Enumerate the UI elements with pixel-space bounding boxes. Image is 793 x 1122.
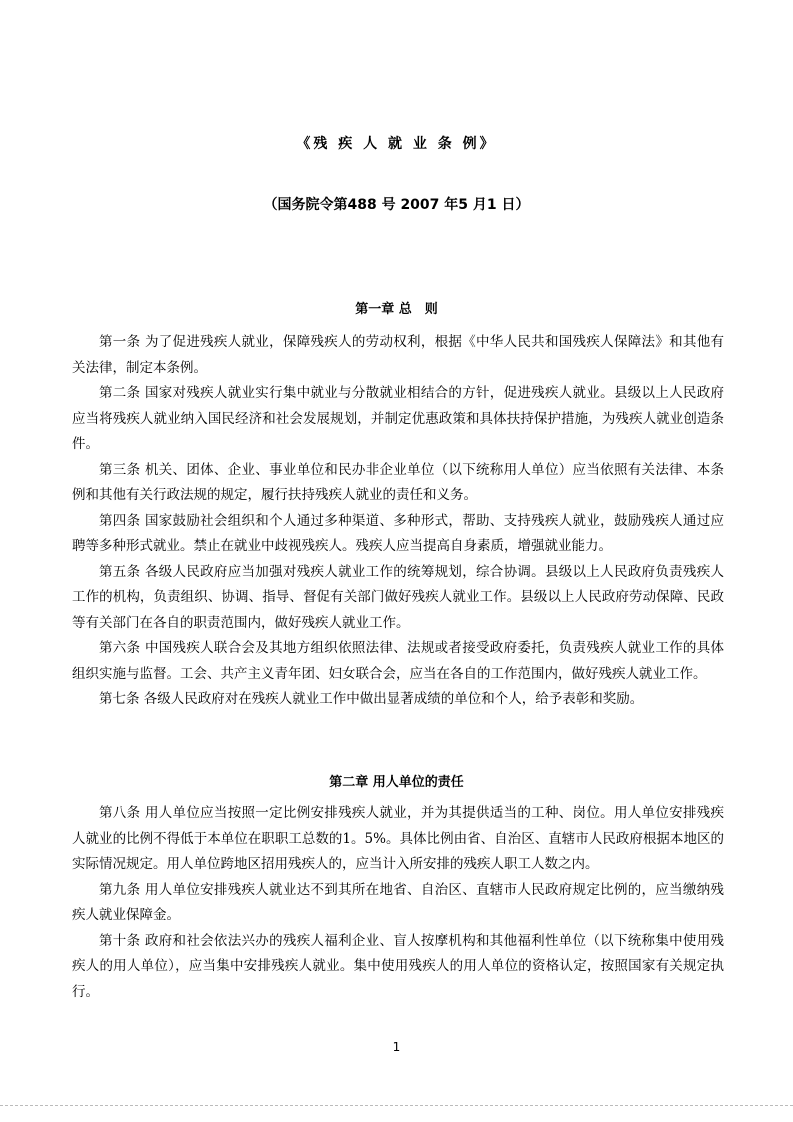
article-paragraph: 第十条 政府和社会依法兴办的残疾人福利企业、盲人按摩机构和其他福利性单位（以下统称集中使用残疾人的用人单位），应当集中安排残疾人就业。集中使用残疾人的用人单位的资格认定，按照国家有关规定执行。: [72, 932, 724, 1000]
article-paragraph: 第五条 各级人民政府应当加强对残疾人就业工作的统筹规划，综合协调。县级以上人民政府负责残疾人工作的机构，负责组织、协调、指导、督促有关部门做好残疾人就业工作。县级以上人民政府劳动保障、民政等有关部门在各自的职责范围内，做好残疾人就业工作。: [72, 563, 724, 631]
chapter-heading: 第一章 总 则: [355, 302, 438, 317]
document-title: 《残 疾 人 就 业 条 例》: [296, 136, 497, 152]
chapter-body: [72, 330, 724, 713]
article-paragraph: 第八条 用人单位应当按照一定比例安排残疾人就业，并为其提供适当的工种、岗位。用人单位安排残疾人就业的比例不得低于本单位在职职工总数的1。5%。具体比例由省、自治区、直辖市人民政府根据本地区的实际情况规定。用人单位跨地区招用残疾人的，应当计入所安排的残疾人职工人数之内。: [72, 805, 724, 872]
chapter-heading: 第二章 用人单位的责任: [329, 775, 464, 790]
article-paragraph: 第九条 用人单位安排残疾人就业达不到其所在地省、自治区、直辖市人民政府规定比例的，应当缴纳残疾人就业保障金。: [72, 881, 724, 923]
article-paragraph: 第三条 机关、团体、企业、事业单位和民办非企业单位（以下统称用人单位）应当依照有关法律、本条例和其他有关行政法规的规定，履行扶持残疾人就业的责任和义务。: [72, 461, 724, 503]
article-paragraph: 第一条 为了促进残疾人就业，保障残疾人的劳动权利，根据《中华人民共和国残疾人保障法》和其他有关法律，制定本条例。: [72, 334, 724, 376]
article-paragraph: 第四条 国家鼓励社会组织和个人通过多种渠道、多种形式，帮助、支持残疾人就业，鼓励残疾人通过应聘等多种形式就业。禁止在就业中歧视残疾人。残疾人应当提高自身素质，增强就业能力。: [72, 512, 724, 554]
article-paragraph: 第七条 各级人民政府对在残疾人就业工作中做出显著成绩的单位和个人，给予表彰和奖励。: [99, 691, 644, 707]
article-paragraph: 第六条 中国残疾人联合会及其地方组织依照法律、法规或者接受政府委托，负责残疾人就业工作的具体组织实施与监督。工会、共产主义青年团、妇女联合会，应当在各自的工作范围内，做好残疾人就业工作。: [72, 640, 724, 682]
chapter-body: [72, 801, 724, 1005]
page-number: 1: [392, 1040, 401, 1054]
page-divider: [0, 1105, 793, 1106]
document-subtitle: （国务院令第488 号 2007 年5 月1 日）: [263, 197, 530, 213]
article-paragraph: 第二条 国家对残疾人就业实行集中就业与分散就业相结合的方针，促进残疾人就业。县级以上人民政府应当将残疾人就业纳入国民经济和社会发展规划，并制定优惠政策和具体扶持保护措施，为残疾人就业创造条件。: [72, 385, 724, 452]
